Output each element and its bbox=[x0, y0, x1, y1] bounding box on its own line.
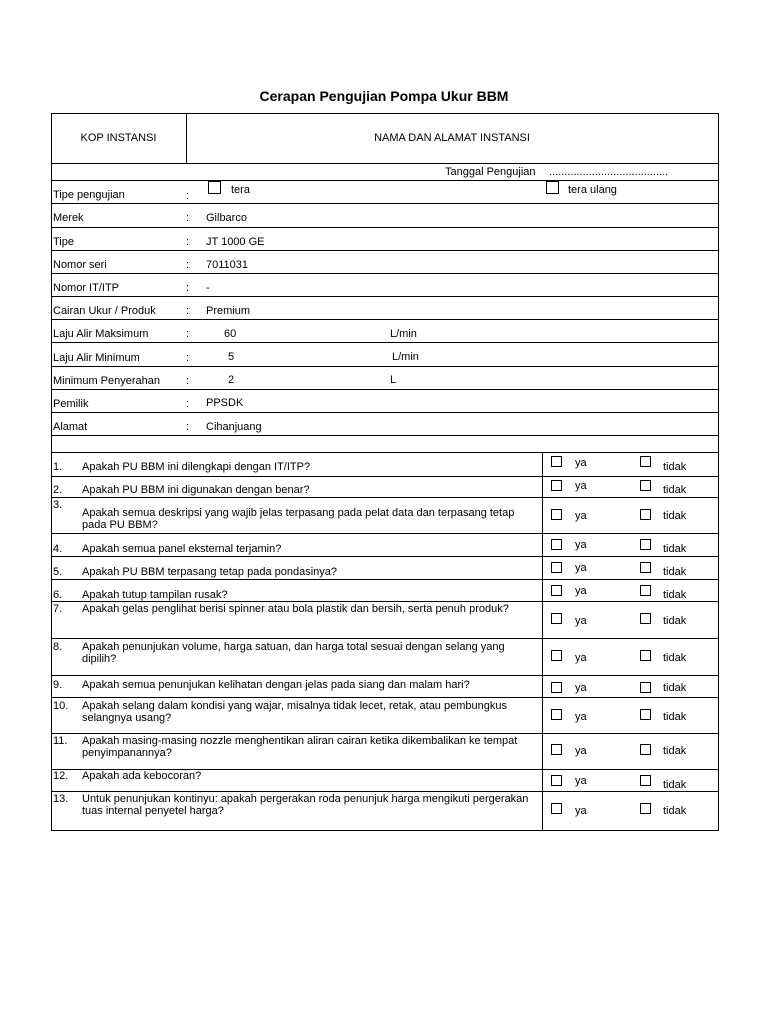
ya-label: ya bbox=[575, 480, 587, 492]
tidak-label: tidak bbox=[663, 805, 687, 817]
tidak-label: tidak bbox=[663, 745, 687, 757]
ya-checkbox[interactable] bbox=[551, 456, 562, 467]
tidak-label: tidak bbox=[663, 615, 687, 627]
question-number: 7. bbox=[53, 603, 63, 615]
nomor-it-value: - bbox=[206, 282, 210, 294]
tidak-checkbox[interactable] bbox=[640, 682, 651, 693]
question-text: Apakah PU BBM ini digunakan dengan benar? bbox=[82, 484, 310, 496]
tidak-checkbox[interactable] bbox=[640, 803, 651, 814]
ya-checkbox[interactable] bbox=[551, 562, 562, 573]
tidak-checkbox[interactable] bbox=[640, 744, 651, 755]
tidak-label: tidak bbox=[663, 711, 687, 723]
tidak-checkbox[interactable] bbox=[640, 585, 651, 596]
tanggal-value[interactable]: ....................................... bbox=[549, 166, 669, 178]
tidak-label: tidak bbox=[663, 484, 687, 496]
colon: : bbox=[186, 305, 190, 317]
ya-label: ya bbox=[575, 585, 587, 597]
ya-checkbox[interactable] bbox=[551, 709, 562, 720]
question-text: Apakah masing-masing nozzle menghentikan aliran cairan ketika dikembalikan ke tempat penyimpanannya? bbox=[82, 735, 518, 759]
min-penyerahan-unit: L bbox=[390, 374, 397, 386]
ya-checkbox[interactable] bbox=[551, 509, 562, 520]
cairan-value: Premium bbox=[206, 305, 251, 317]
tipe-label: Tipe bbox=[53, 236, 74, 248]
question-number: 2. bbox=[53, 484, 63, 496]
question-number: 8. bbox=[53, 641, 63, 653]
question-text: Apakah gelas penglihat berisi spinner atau bola plastik dan bersih, serta penuh produk? bbox=[82, 603, 509, 615]
question-text: Apakah PU BBM terpasang tetap pada pondasinya? bbox=[82, 566, 338, 578]
colon: : bbox=[186, 259, 190, 271]
min-penyerahan-label: Minimum Penyerahan bbox=[53, 375, 160, 387]
alamat-value: Cihanjuang bbox=[206, 421, 262, 433]
nomor-seri-label: Nomor seri bbox=[53, 259, 107, 271]
ya-label: ya bbox=[575, 510, 587, 522]
ya-checkbox[interactable] bbox=[551, 613, 562, 624]
tidak-label: tidak bbox=[663, 589, 687, 601]
page-title: Cerapan Pengujian Pompa Ukur BBM bbox=[259, 88, 509, 104]
ya-checkbox[interactable] bbox=[551, 480, 562, 491]
ya-label: ya bbox=[575, 457, 587, 469]
tera-label: tera bbox=[231, 184, 250, 196]
ya-label: ya bbox=[575, 615, 587, 627]
ya-label: ya bbox=[575, 682, 587, 694]
ya-label: ya bbox=[575, 711, 587, 723]
pemilik-value: PPSDK bbox=[206, 397, 244, 409]
tidak-checkbox[interactable] bbox=[640, 456, 651, 467]
question-text: Untuk penunjukan kontinyu: apakah pergerakan roda penunjuk harga mengikuti pergerakan tuas internal penyetel harga? bbox=[82, 793, 529, 817]
question-number: 5. bbox=[53, 566, 63, 578]
question-number: 9. bbox=[53, 679, 63, 691]
ya-label: ya bbox=[575, 775, 587, 787]
colon: : bbox=[186, 212, 190, 224]
laju-min-unit: L/min bbox=[392, 351, 419, 363]
tidak-checkbox[interactable] bbox=[640, 480, 651, 491]
question-text: Apakah PU BBM ini dilengkapi dengan IT/ITP? bbox=[82, 461, 311, 473]
question-number: 12. bbox=[53, 770, 69, 782]
question-number: 11. bbox=[53, 735, 68, 747]
cairan-label: Cairan Ukur / Produk bbox=[53, 305, 156, 317]
laju-min-label: Laju Alir Minimum bbox=[53, 352, 140, 364]
ya-checkbox[interactable] bbox=[551, 775, 562, 786]
ya-checkbox[interactable] bbox=[551, 744, 562, 755]
nomor-seri-value: 7011031 bbox=[206, 259, 249, 271]
min-penyerahan-value: 2 bbox=[228, 374, 235, 386]
question-text: Apakah semua penunjukan kelihatan dengan jelas pada siang dan malam hari? bbox=[82, 679, 470, 691]
colon: : bbox=[186, 328, 190, 340]
question-text: Apakah ada kebocoran? bbox=[82, 770, 202, 782]
pemilik-label: Pemilik bbox=[53, 398, 89, 410]
ya-checkbox[interactable] bbox=[551, 539, 562, 550]
merek-label: Merek bbox=[53, 212, 84, 224]
tipe-value: JT 1000 GE bbox=[206, 236, 265, 248]
tidak-checkbox[interactable] bbox=[640, 509, 651, 520]
question-number: 4. bbox=[53, 543, 63, 555]
question-number: 10. bbox=[53, 700, 69, 712]
merek-value: Gilbarco bbox=[206, 212, 247, 224]
colon: : bbox=[186, 398, 190, 410]
question-number: 3. bbox=[53, 499, 63, 511]
ya-label: ya bbox=[575, 805, 587, 817]
question-number: 6. bbox=[53, 589, 63, 601]
tidak-checkbox[interactable] bbox=[640, 709, 651, 720]
laju-max-label: Laju Alir Maksimum bbox=[53, 328, 149, 340]
question-text: Apakah penunjukan volume, harga satuan, dan harga total sesuai dengan selang yang dipilih? bbox=[82, 641, 505, 665]
ya-label: ya bbox=[575, 745, 587, 757]
question-text: Apakah semua deskripsi yang wajib jelas terpasang pada pelat data dan terpasang tetap pada PU BBM? bbox=[82, 507, 515, 531]
question-text: Apakah semua panel eksternal terjamin? bbox=[82, 543, 282, 555]
colon: : bbox=[186, 352, 190, 364]
ya-checkbox[interactable] bbox=[551, 650, 562, 661]
laju-min-value: 5 bbox=[228, 351, 235, 363]
tipe-pengujian-label: Tipe pengujian bbox=[53, 189, 125, 201]
tidak-label: tidak bbox=[663, 543, 687, 555]
colon: : bbox=[186, 421, 190, 433]
tera-ulang-label: tera ulang bbox=[568, 184, 617, 196]
colon: : bbox=[186, 236, 190, 248]
ya-label: ya bbox=[575, 562, 587, 574]
tidak-checkbox[interactable] bbox=[640, 613, 651, 624]
tidak-label: tidak bbox=[663, 779, 687, 791]
tidak-label: tidak bbox=[663, 566, 687, 578]
tera-ulang-checkbox[interactable] bbox=[546, 181, 559, 194]
tanggal-label: Tanggal Pengujian bbox=[445, 166, 536, 178]
ya-checkbox[interactable] bbox=[551, 585, 562, 596]
ya-label: ya bbox=[575, 652, 587, 664]
tidak-checkbox[interactable] bbox=[640, 775, 651, 786]
nama-alamat-instansi: NAMA DAN ALAMAT INSTANSI bbox=[374, 132, 530, 144]
alamat-label: Alamat bbox=[53, 421, 88, 433]
question-number: 13. bbox=[53, 793, 69, 805]
tidak-label: tidak bbox=[663, 461, 687, 473]
colon: : bbox=[186, 190, 190, 202]
ya-label: ya bbox=[575, 539, 587, 551]
colon: : bbox=[186, 282, 190, 294]
question-text: Apakah selang dalam kondisi yang wajar, misalnya tidak lecet, retak, atau pembungkus selangnya usang? bbox=[82, 700, 507, 724]
kop-instansi: KOP INSTANSI bbox=[80, 132, 157, 144]
tidak-checkbox[interactable] bbox=[640, 650, 651, 661]
ya-checkbox[interactable] bbox=[551, 682, 562, 693]
nomor-it-label: Nomor IT/ITP bbox=[53, 282, 120, 294]
tidak-label: tidak bbox=[663, 652, 687, 664]
tidak-label: tidak bbox=[663, 682, 687, 694]
ya-checkbox[interactable] bbox=[551, 803, 562, 814]
tidak-checkbox[interactable] bbox=[640, 539, 651, 550]
laju-max-value: 60 bbox=[224, 328, 237, 340]
colon: : bbox=[186, 375, 190, 387]
question-text: Apakah tutup tampilan rusak? bbox=[82, 589, 228, 601]
tera-checkbox[interactable] bbox=[208, 181, 221, 194]
tidak-checkbox[interactable] bbox=[640, 562, 651, 573]
laju-max-unit: L/min bbox=[390, 328, 417, 340]
tidak-label: tidak bbox=[663, 510, 687, 522]
question-number: 1. bbox=[53, 461, 63, 473]
